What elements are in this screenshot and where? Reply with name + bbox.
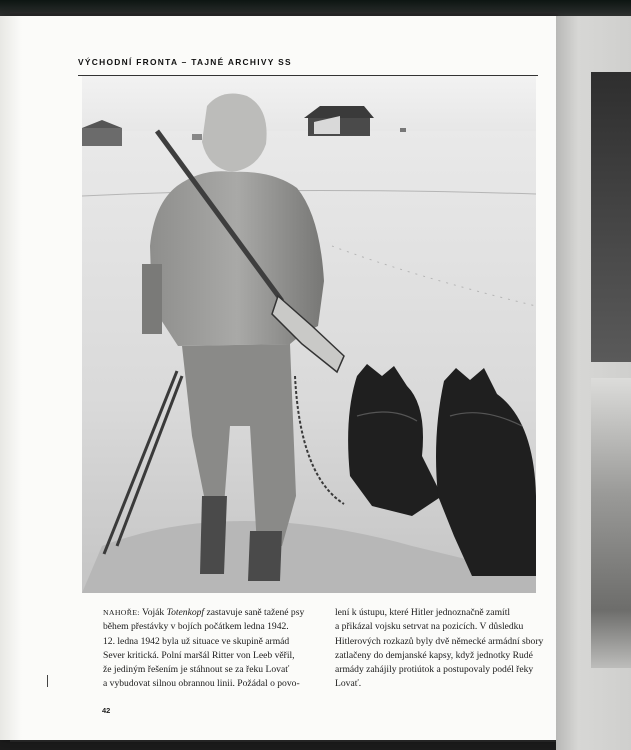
caption-line: NAHOŘE: Voják Totenkopf zastavuje saně tažené psy bbox=[103, 607, 305, 618]
caption-line: během přestávky v bojích počátkem ledna 1942. bbox=[103, 621, 289, 633]
photo-illustration bbox=[82, 76, 536, 593]
caption-column-1 bbox=[103, 606, 318, 692]
caption-line: a přikázal vojsku setrvat na pozicích. V důsledku bbox=[335, 621, 524, 633]
unit-name: Totenkopf bbox=[166, 607, 205, 618]
caption-line: lení k ústupu, které Hitler jednoznačně zamítl bbox=[335, 607, 511, 618]
caption-line: 12. ledna 1942 byla už situace ve skupině armád bbox=[103, 635, 290, 647]
running-head: VÝCHODNÍ FRONTA – TAJNÉ ARCHIVY SS bbox=[78, 57, 292, 67]
caption-column-2 bbox=[335, 606, 560, 692]
facing-page-photo-bottom bbox=[591, 378, 631, 668]
facing-page-photo-top bbox=[591, 72, 631, 362]
photograph-soldier-with-sled-dogs bbox=[82, 76, 536, 593]
caption-line: armády zahájily protiútok a postupovaly podél řeky bbox=[335, 664, 534, 676]
caption-line: Lovať. bbox=[335, 678, 362, 690]
caption-line: Hitlerových rozkazů byly dvě německé armádní sbory bbox=[335, 635, 544, 647]
caption-line: Sever kritická. Polní maršál Ritter von Leeb věřil, bbox=[103, 649, 295, 661]
caption-lead-in: NAHOŘE: bbox=[103, 608, 140, 617]
margin-mark bbox=[47, 675, 48, 687]
caption-line: zatlačeny do demjanské kapsy, když jednotky Rudé bbox=[335, 649, 533, 661]
page-gutter-shade bbox=[0, 16, 22, 740]
caption-line: že jediným řešením je stáhnout se za řeku Lovať bbox=[103, 664, 290, 676]
caption-line: a vybudovat silnou obrannou linii. Požádal o povo- bbox=[103, 678, 300, 690]
page-number: 42 bbox=[102, 706, 111, 715]
